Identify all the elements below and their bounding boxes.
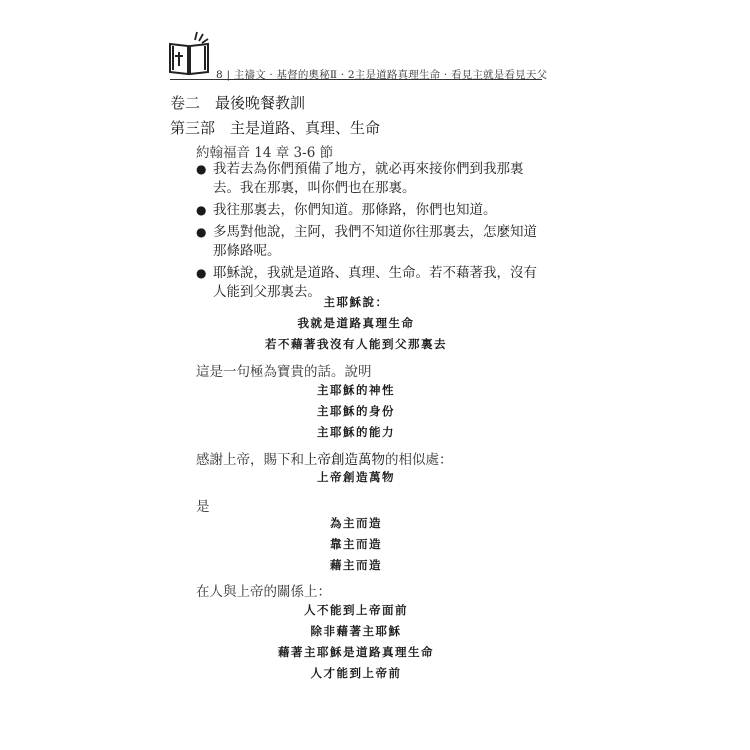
verse-item	[196, 201, 546, 220]
explain-item: 主耶穌的身份	[317, 404, 395, 418]
relation-item: 除非藉著主耶穌	[310, 624, 402, 638]
quote-line: 若不藉著我沒有人能到父那裏去	[265, 337, 447, 351]
bullet-icon: ●	[196, 266, 207, 280]
relation-item: 人不能到上帝面前	[304, 603, 408, 617]
thanks-intro	[196, 448, 453, 468]
bullet-icon: ●	[196, 225, 207, 239]
bullet-icon: ●	[196, 203, 207, 217]
relation-item: 藉著主耶穌是道路真理生命	[278, 645, 434, 659]
verse-item	[196, 223, 546, 261]
thanks-text: 感謝上帝，賜下和	[196, 452, 304, 468]
volume-heading: 卷二 最後晚餐教訓	[170, 94, 306, 112]
header-separator: |	[226, 69, 234, 81]
scripture-reference: 約翰福音 14 章 3-6 節	[196, 145, 334, 161]
quote-line: 主耶穌說：	[323, 295, 389, 309]
is-item: 靠主而造	[330, 537, 382, 551]
thanks-line: 上帝創造萬物	[317, 470, 395, 484]
thanks-text: 的相似處：	[385, 452, 453, 468]
verse-text: 我若去為你們預備了地方，就必再來接你們到我那裏去。我在那裏，叫你們也在那裏。	[213, 161, 524, 196]
quote-line: 我就是道路真理生命	[297, 316, 415, 330]
running-title: 主禱文 · 基督的奧秘Ⅱ · 2主是道路真理生命 · 看見主就是看見天父	[233, 69, 548, 81]
page-number: 8	[216, 69, 223, 81]
is-intro: 是	[196, 499, 210, 515]
is-item: 為主而造	[330, 516, 382, 530]
running-header	[216, 67, 547, 82]
verse-item	[196, 160, 546, 198]
verse-text: 我往那裏去，你們知道。那條路，你們也知道。	[213, 202, 497, 218]
verse-list	[196, 160, 546, 305]
thanks-emphasis: 上帝創造萬物	[304, 452, 385, 468]
verse-text: 耶穌說，我就是道路、真理、生命。若不藉著我，沒有人能到父那裏去。	[213, 265, 537, 300]
explain-intro: 這是一句極為寶貴的話。說明	[196, 364, 372, 380]
is-item: 藉主而造	[330, 558, 382, 572]
open-bible-icon	[166, 30, 212, 76]
verse-text: 多馬對他說，主阿，我們不知道你往那裏去，怎麼知道那條路呢。	[213, 224, 537, 259]
explain-item: 主耶穌的神性	[317, 383, 395, 397]
relation-intro: 在人與上帝的關係上：	[196, 584, 331, 600]
part-heading: 第三部 主是道路、真理、生命	[170, 119, 381, 137]
explain-item: 主耶穌的能力	[317, 425, 395, 439]
relation-item: 人才能到上帝前	[310, 666, 402, 680]
bullet-icon: ●	[196, 162, 207, 176]
